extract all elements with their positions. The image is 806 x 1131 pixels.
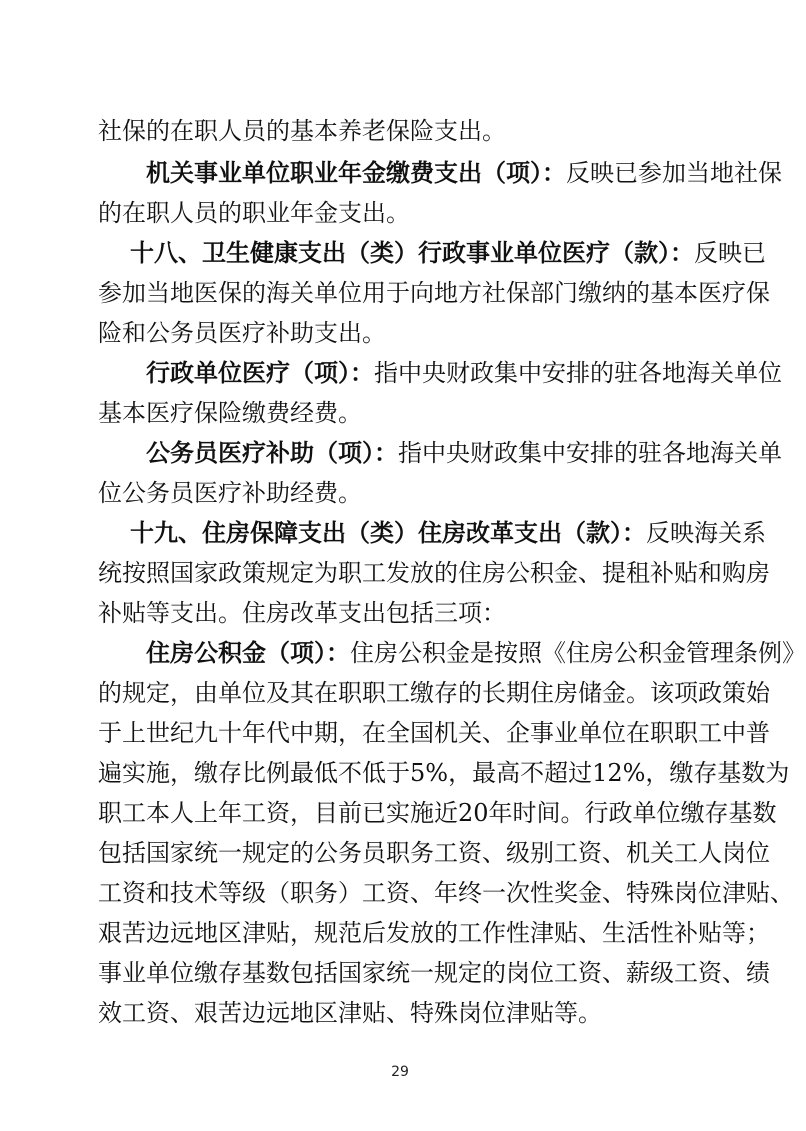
text-line: 于上世纪九十年代中期，在全国机关、企事业单位在职职工中普 xyxy=(98,719,770,747)
text-line: 社保的在职人员的基本养老保险支出。 xyxy=(98,117,506,145)
text-line: 基本医疗保险缴费经费。 xyxy=(98,399,362,427)
text-line: 的在职人员的职业年金支出。 xyxy=(98,199,410,227)
text-line: 艰苦边远地区津贴，规范后发放的工作性津贴、生活性补贴等； xyxy=(98,919,770,947)
section-heading-line: 十九、住房保障支出（类）住房改革支出（款）：反映海关系 xyxy=(130,519,766,547)
text-line: 的规定，由单位及其在职职工缴存的长期住房储金。该项政策始 xyxy=(98,679,770,707)
text-line: 位公务员医疗补助经费。 xyxy=(98,479,362,507)
text-line: 事业单位缴存基数包括国家统一规定的岗位工资、薪级工资、绩 xyxy=(98,959,770,987)
text-line: 工资和技术等级（职务）工资、年终一次性奖金、特殊岗位津贴、 xyxy=(98,879,794,907)
paragraph-heading-line: 公务员医疗补助（项）：指中央财政集中安排的驻各地海关单 xyxy=(146,439,782,467)
text-line: 补贴等支出。住房改革支出包括三项： xyxy=(98,599,506,627)
text-line: 效工资、艰苦边远地区津贴、特殊岗位津贴等。 xyxy=(98,999,602,1027)
text-line: 包括国家统一规定的公务员职务工资、级别工资、机关工人岗位 xyxy=(98,839,770,867)
paragraph-heading-line: 行政单位医疗（项）：指中央财政集中安排的驻各地海关单位 xyxy=(146,359,782,387)
paragraph-heading-line: 机关事业单位职业年金缴费支出（项）：反映已参加当地社保 xyxy=(146,159,782,187)
bold-heading: 公务员医疗补助（项）： xyxy=(146,439,398,467)
text-line: 统按照国家政策规定为职工发放的住房公积金、提租补贴和购房 xyxy=(98,559,770,587)
section-heading-line: 十八、卫生健康支出（类）行政事业单位医疗（款）：反映已 xyxy=(130,239,766,267)
section-heading: 十八、卫生健康支出（类）行政事业单位医疗（款）： xyxy=(130,239,694,267)
text-line: 险和公务员医疗补助支出。 xyxy=(98,319,386,347)
text-line: 遍实施，缴存比例最低不低于5%，最高不超过12%，缴存基数为 xyxy=(98,759,790,787)
text-line: 职工本人上年工资，目前已实施近20年时间。行政单位缴存基数 xyxy=(98,799,777,827)
bold-heading: 机关事业单位职业年金缴费支出（项）： xyxy=(146,159,566,187)
bold-heading: 住房公积金（项）： xyxy=(146,639,350,667)
bold-heading: 行政单位医疗（项）： xyxy=(146,359,374,387)
paragraph-heading-line: 住房公积金（项）：住房公积金是按照《住房公积金管理条例》 xyxy=(146,639,806,667)
page-number: 29 xyxy=(391,1064,409,1080)
text-line: 参加当地医保的海关单位用于向地方社保部门缴纳的基本医疗保 xyxy=(98,279,770,307)
section-heading: 十九、住房保障支出（类）住房改革支出（款）： xyxy=(130,519,646,547)
